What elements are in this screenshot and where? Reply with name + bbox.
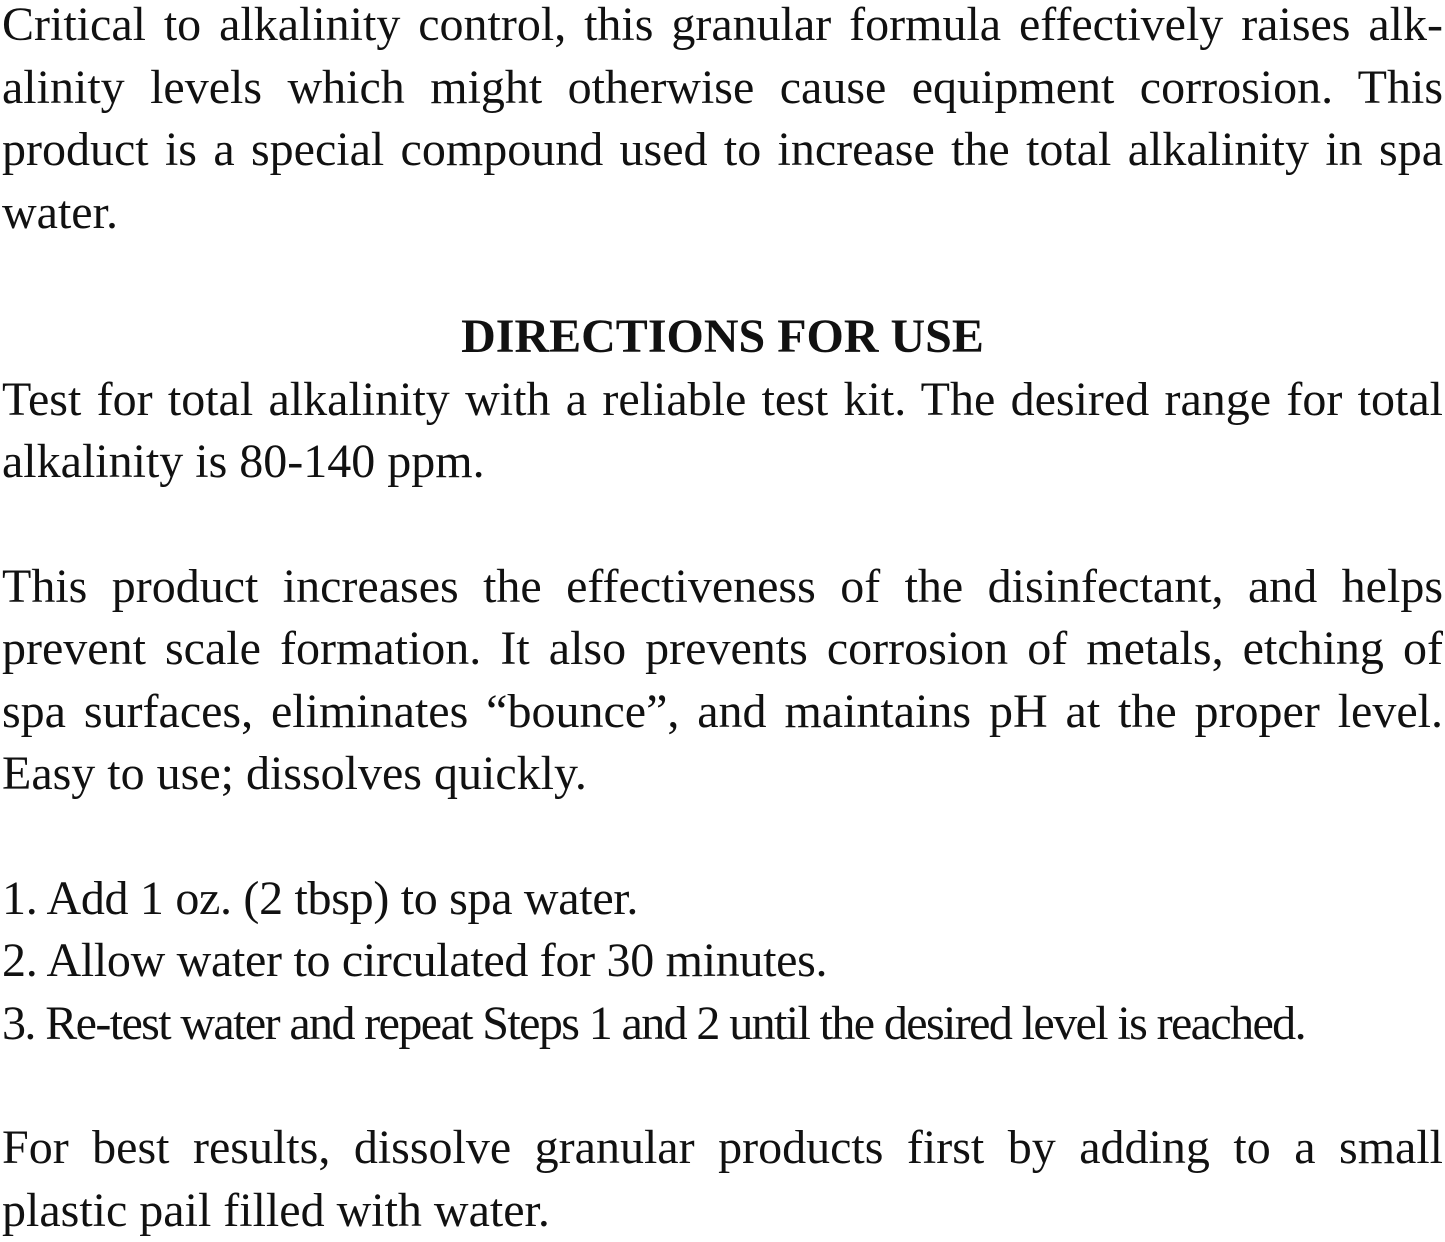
steps-list (2, 868, 1443, 1056)
test-paragraph: Test for total alkalinity with a reliable test kit. The desired range for total alkalinity is 80-140 ppm. (2, 372, 1443, 488)
directions-heading: DIRECTIONS FOR USE (461, 310, 984, 363)
step-item: 2. Allow water to circulated for 30 minutes. (2, 934, 828, 987)
step-item: 1. Add 1 oz. (2 tbsp) to spa water. (2, 871, 639, 925)
best-results-paragraph: For best results, dissolve granular products first by adding to a small plastic pail filled with water. (2, 1121, 1443, 1237)
intro-paragraph: Critical to alkalinity control, this granular formula effectively raises alkalinity levels which might otherwise cause equipment corrosion. This product is a special compound used to increase the total alkalinity in spa water. (2, 0, 1443, 239)
benefits-paragraph: This product increases the effectiveness of the disinfectant, and helps prevent scale formation. It also prevents corrosion of metals, etching of spa surfaces, eliminates “bounce”, and maintains pH at the proper level. Easy to use; dissolves quickly. (2, 559, 1443, 800)
step-item: 3. Re-test water and repeat Steps 1 and 2 until the desired level is reached. (2, 996, 1305, 1050)
